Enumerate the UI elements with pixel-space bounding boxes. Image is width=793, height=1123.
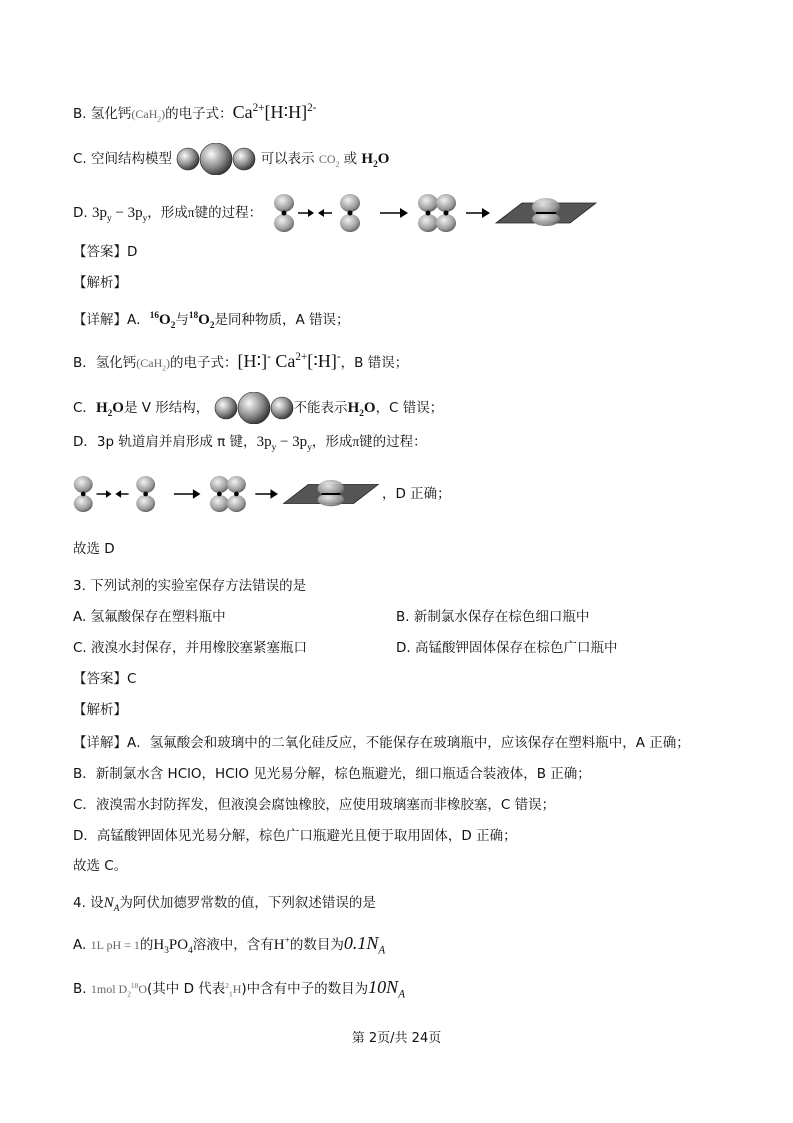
electron-formula: $Ca^{2+}[H∶H]^{2-}$ xyxy=(232,102,317,122)
analysis3-label: 【解析】 xyxy=(73,702,127,718)
q3-option-d: D. 高锰酸钾固体保存在棕色广口瓶中 xyxy=(396,640,618,656)
detail3-line: B．新制氯水含 HClO，HClO 见光易分解，棕色瓶避光，细口瓶适合装液体，B 正确； xyxy=(73,766,591,782)
pi-bond-formation-diagram-icon xyxy=(270,193,600,233)
detail-d-line: D．3p 轨道肩并肩形成 π 键，$3p_y - 3p_y$，形成π键的过程： xyxy=(73,434,427,453)
option-b-line: B. 氢化钙(CaH$_2$)的电子式：$Ca^{2+}[H∶H]^{2-}$ xyxy=(73,102,317,124)
linear-molecule-model-icon xyxy=(176,143,256,175)
detail-c-line: C．$H_2O$是 V 形结构， 不能表示$H_2O$，C 错误； xyxy=(73,392,443,424)
answer3-label: 【答案】C xyxy=(73,671,137,687)
answer-label: 【答案】D xyxy=(73,244,138,260)
detail3-line: C．液溴需水封防挥发，但液溴会腐蚀橡胶，应使用玻璃塞而非橡胶塞，C 错误； xyxy=(73,797,556,813)
page-footer: 第 2页/共 24页 xyxy=(351,1031,442,1046)
detail3-line: D．高锰酸钾固体见光易分解，棕色广口瓶避光且便于取用固体，D 正确； xyxy=(73,828,517,844)
detail-a-line: 【详解】A．$^{16}O_2$与$^{18}O_2$是同种物质，A 错误； xyxy=(73,311,350,331)
detail-b-line: B．氢化钙(CaH$_2$)的电子式：[H∶]- $Ca^{2+}[∶H]^-$，B 错误； xyxy=(73,351,409,373)
analysis-label: 【解析】 xyxy=(73,275,127,291)
detail-d-diagram-line: ，D 正确； xyxy=(70,474,451,514)
linear-molecule-model-icon xyxy=(214,392,294,424)
pi-bond-formation-diagram-icon xyxy=(70,474,382,514)
q4-option-b: B. 1mol $D_2^{18}O$(其中 D 代表$^2_1$H)中含有中子的数目为$10N_A$ xyxy=(73,977,406,1001)
choose-3: 故选 C。 xyxy=(73,858,128,874)
option-c-line: C. 空间结构模型 可以表示 $CO_2$ 或 $H_2O$ xyxy=(73,143,389,175)
cah2-formula: CaH$_2$ xyxy=(135,107,162,124)
q3-option-a: A. 氢氟酸保存在塑料瓶中 xyxy=(73,609,226,625)
q4-stem: 4. 设$N_A$为阿伏加德罗常数的值，下列叙述错误的是 xyxy=(73,895,376,914)
detail3-line: 【详解】A．氢氟酸会和玻璃中的二氧化硅反应，不能保存在玻璃瓶中，应该保存在塑料瓶中，A 正确； xyxy=(73,735,690,751)
option-d-line: D. $3p_y - 3p_y$，形成π键的过程： xyxy=(73,193,600,233)
q3-option-c: C. 液溴水封保存，并用橡胶塞紧塞瓶口 xyxy=(73,640,308,656)
q3-option-b: B. 新制氯水保存在棕色细口瓶中 xyxy=(396,609,590,625)
choose-1: 故选 D xyxy=(73,541,115,557)
q4-option-a: A. 1L pH = 1的$H_3PO_4$溶液中，含有H+的数目为$0.1N_A$ xyxy=(73,933,386,957)
q3-stem: 3. 下列试剂的实验室保存方法错误的是 xyxy=(73,578,307,594)
